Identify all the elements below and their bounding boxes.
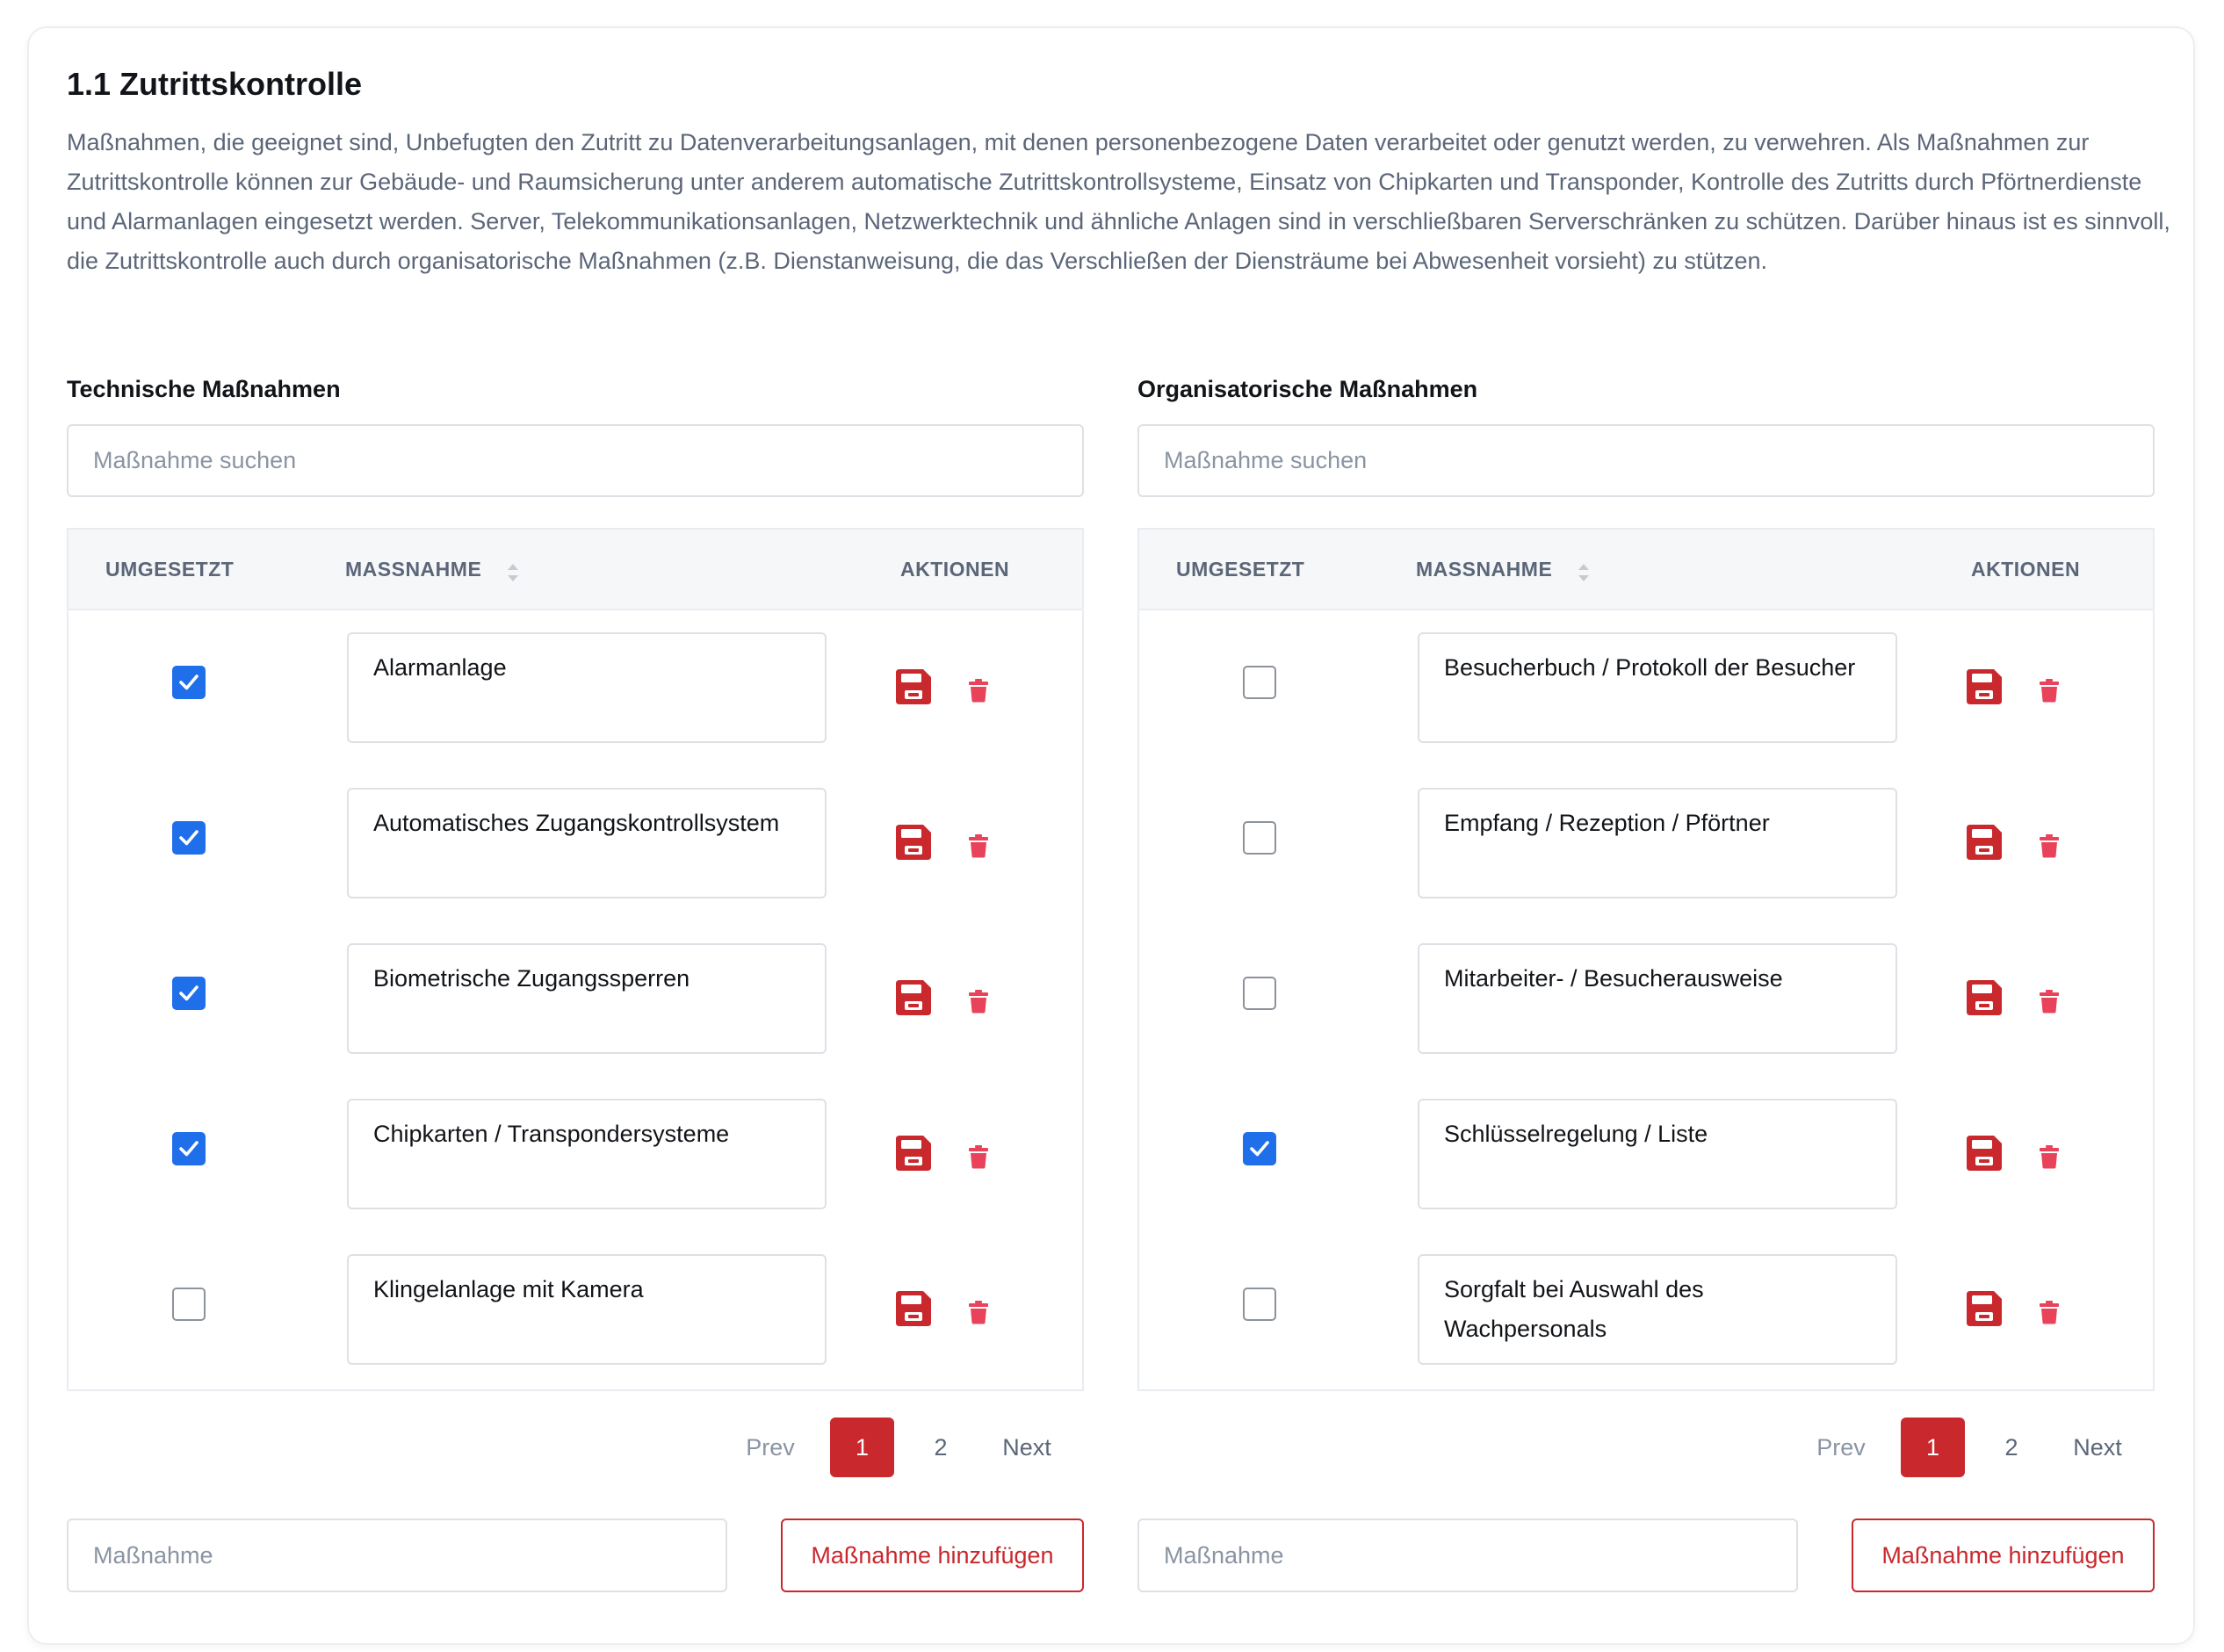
pagination-page-2[interactable]: 2 [2004, 1434, 2018, 1461]
technical-add-measure-input[interactable] [67, 1519, 727, 1592]
zutrittskontrolle-card [27, 26, 2195, 1645]
pagination-page-2[interactable]: 2 [934, 1434, 948, 1461]
organizational-measures-table [1137, 528, 2155, 1391]
measure-name-field[interactable]: Empfang / Rezeption / Pförtner [1418, 788, 1897, 898]
checkmark-icon [178, 984, 199, 1003]
implemented-checkbox[interactable] [1243, 821, 1276, 855]
trash-icon[interactable] [2040, 989, 2059, 1014]
trash-icon[interactable] [2040, 833, 2059, 858]
checkmark-icon [178, 828, 199, 848]
technical-measures-table [67, 528, 1084, 1391]
pagination-prev[interactable]: Prev [746, 1434, 795, 1461]
technical-search-input[interactable] [67, 424, 1084, 497]
technical-add-measure-button[interactable]: Maßnahme hinzufügen [781, 1519, 1084, 1592]
checkmark-icon [178, 1139, 199, 1158]
implemented-checkbox[interactable] [1243, 977, 1276, 1010]
table-row [69, 610, 1082, 766]
trash-icon[interactable] [969, 1144, 988, 1169]
section-description: Maßnahmen, die geeignet sind, Unbefugten den Zutritt zu Datenverarbeitungsanlagen, mit denen personenbezogene Daten verarbeitet oder genutzt werden, zu verwehren. Als Maßnahmen zur Zutrittskontrolle können zur Gebäude- und Raumsicherung unter anderem automatische Zutrittskontrollsysteme, Einsatz von Chipkarten und Transponder, Kontrolle des Zutritts durch Pförtnerdienste und Alarmanlagen eingesetzt werden. Server, Telekommunikationsanlagen, Netzwerktechnik und ähnliche Anlagen sind in verschließbaren Serverschränken zu schützen. Darüber hinaus ist es sinnvoll, die Zutrittskontrolle auch durch organisatorische Maßnahmen (z.B. Dienstanweisung, die das Verschließen der Diensträume bei Abwesenheit vorsieht) zu stützen. [67, 129, 2170, 274]
organizational-measures-panel [1137, 344, 2155, 1591]
table-row [1139, 1232, 2153, 1388]
table-row [69, 1232, 1082, 1388]
measure-name-field[interactable]: Chipkarten / Transpondersysteme [347, 1099, 827, 1209]
implemented-checkbox[interactable] [172, 1132, 206, 1165]
column-header-measure[interactable]: MASSNAHME [345, 558, 482, 581]
measure-name-field[interactable]: Mitarbeiter- / Besucherausweise [1418, 943, 1897, 1054]
column-header-implemented: UMGESETZT [105, 558, 235, 581]
pagination-next[interactable]: Next [1002, 1434, 1051, 1461]
trash-icon[interactable] [969, 833, 988, 858]
table-row [1139, 1077, 2153, 1232]
measure-name-field[interactable]: Automatisches Zugangskontrollsystem [347, 788, 827, 898]
checkmark-icon [1249, 1139, 1270, 1158]
save-icon[interactable] [1964, 822, 2004, 862]
measure-name-field[interactable]: Alarmanlage [347, 632, 827, 743]
table-row [1139, 766, 2153, 921]
measure-name-field[interactable]: Schlüsselregelung / Liste [1418, 1099, 1897, 1209]
measure-name-field[interactable]: Besucherbuch / Protokoll der Besucher [1418, 632, 1897, 743]
technical-measures-panel [67, 344, 1084, 1591]
column-header-measure[interactable]: MASSNAHME [1416, 558, 1553, 581]
save-icon[interactable] [893, 667, 934, 707]
table-row [69, 1077, 1082, 1232]
pagination-page-1[interactable]: 1 [830, 1418, 894, 1477]
technical-pagination [67, 1418, 1084, 1479]
technical-measures-heading: Technische Maßnahmen [67, 376, 341, 402]
organizational-search-input[interactable] [1137, 424, 2155, 497]
column-header-actions: AKTIONEN [1971, 558, 2081, 581]
implemented-checkbox[interactable] [172, 666, 206, 699]
save-icon[interactable] [1964, 977, 2004, 1018]
save-icon[interactable] [1964, 667, 2004, 707]
table-row [1139, 610, 2153, 766]
column-header-actions: AKTIONEN [900, 558, 1010, 581]
measure-name-field[interactable]: Klingelanlage mit Kamera [347, 1254, 827, 1365]
table-header [1139, 530, 2153, 610]
table-row [69, 921, 1082, 1077]
trash-icon[interactable] [2040, 1300, 2059, 1324]
sort-icon[interactable] [506, 563, 520, 582]
implemented-checkbox[interactable] [172, 821, 206, 855]
implemented-checkbox[interactable] [1243, 666, 1276, 699]
organizational-add-measure-button[interactable]: Maßnahme hinzufügen [1852, 1519, 2155, 1592]
pagination-prev[interactable]: Prev [1816, 1434, 1866, 1461]
trash-icon[interactable] [969, 678, 988, 703]
trash-icon[interactable] [2040, 1144, 2059, 1169]
table-row [69, 766, 1082, 921]
table-header [69, 530, 1082, 610]
measure-name-field[interactable]: Sorgfalt bei Auswahl des Wachpersonals [1418, 1254, 1897, 1365]
save-icon[interactable] [893, 822, 934, 862]
implemented-checkbox[interactable] [172, 1288, 206, 1321]
trash-icon[interactable] [2040, 678, 2059, 703]
save-icon[interactable] [893, 977, 934, 1018]
implemented-checkbox[interactable] [1243, 1288, 1276, 1321]
save-icon[interactable] [893, 1288, 934, 1329]
trash-icon[interactable] [969, 989, 988, 1014]
section-title: 1.1 Zutrittskontrolle [67, 66, 363, 102]
table-row [1139, 921, 2153, 1077]
trash-icon[interactable] [969, 1300, 988, 1324]
organizational-pagination [1137, 1418, 2155, 1479]
implemented-checkbox[interactable] [1243, 1132, 1276, 1165]
save-icon[interactable] [1964, 1288, 2004, 1329]
column-header-implemented: UMGESETZT [1176, 558, 1305, 581]
save-icon[interactable] [893, 1133, 934, 1173]
organizational-add-measure-input[interactable] [1137, 1519, 1798, 1592]
measure-name-field[interactable]: Biometrische Zugangssperren [347, 943, 827, 1054]
pagination-page-1[interactable]: 1 [1901, 1418, 1965, 1477]
save-icon[interactable] [1964, 1133, 2004, 1173]
organizational-measures-heading: Organisatorische Maßnahmen [1137, 376, 1478, 402]
implemented-checkbox[interactable] [172, 977, 206, 1010]
pagination-next[interactable]: Next [2073, 1434, 2122, 1461]
sort-icon[interactable] [1577, 563, 1591, 582]
checkmark-icon [178, 673, 199, 692]
